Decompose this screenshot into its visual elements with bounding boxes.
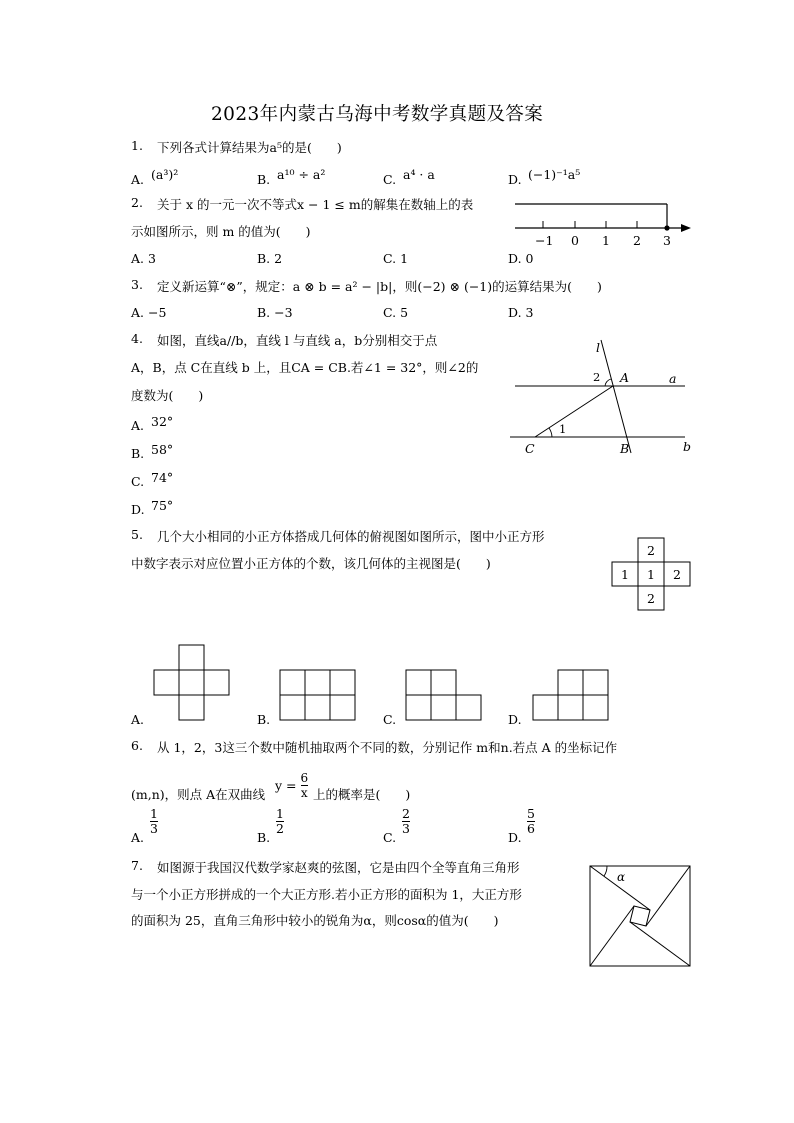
q6-option-c-frac: $\frac{2}{3}$ xyxy=(402,806,410,836)
q2-option-b: B. 2 xyxy=(257,251,283,266)
q6-option-b-frac: $\frac{1}{2}$ xyxy=(276,806,284,836)
q2-option-d: D. 0 xyxy=(508,251,534,266)
q6-line2a: (m,n)，则点 A在双曲线 xyxy=(131,787,266,802)
q3-option-a: A. −5 xyxy=(131,305,167,320)
q1-option-a: (a³)² xyxy=(151,167,179,182)
q7-number: 7. xyxy=(131,858,143,873)
q2-option-c: C. 1 xyxy=(383,251,409,266)
q2-option-a: A. 3 xyxy=(131,251,156,266)
top-view-cell-left: 1 xyxy=(621,567,629,582)
q7-line1: 如图源于我国汉代数学家赵爽的弦图，它是由四个全等直角三角形 xyxy=(157,860,520,875)
q1-option-d: (−1)⁻¹a⁵ xyxy=(528,167,581,182)
q4-option-b-label: B. xyxy=(131,446,145,461)
q6-option-a-frac: $\frac{1}{3}$ xyxy=(150,806,158,836)
q7-line2: 与一个小正方形拼成的一个大正方形.若小正方形的面积为 1，大正方形 xyxy=(131,887,522,902)
q3-option-c: C. 5 xyxy=(383,305,409,320)
q5-line2: 中数字表示对应位置小正方体的个数，该几何体的主视图是( ) xyxy=(131,556,491,571)
q1-option-b-label: B. xyxy=(257,172,271,187)
axis-label-3: 3 xyxy=(663,233,671,248)
q5-option-b-label: B. xyxy=(257,712,271,727)
q6-number: 6. xyxy=(131,738,143,753)
q5-option-a-label: A. xyxy=(131,712,145,727)
q6-option-a-label: A. xyxy=(131,830,145,845)
q6-option-b-label: B. xyxy=(257,830,271,845)
q5-option-b-figure xyxy=(279,669,359,723)
axis-label-2: 2 xyxy=(633,233,641,248)
q4-option-c: 74° xyxy=(151,470,174,485)
q4-option-b: 58° xyxy=(151,442,174,457)
q4-number: 4. xyxy=(131,331,143,346)
q1-option-c-label: C. xyxy=(383,172,397,187)
q2-line2: 示如图所示，则 m 的值为( ) xyxy=(131,224,311,239)
label-B: B xyxy=(620,441,630,456)
top-view-cell-center: 1 xyxy=(647,567,655,582)
q6-option-c-label: C. xyxy=(383,830,397,845)
page-title: 2023年内蒙古乌海中考数学真题及答案 xyxy=(211,104,544,125)
q7-line3: 的面积为 25，直角三角形中较小的锐角为α，则cosα的值为( ) xyxy=(131,913,499,928)
q6-option-d-frac: $\frac{5}{6}$ xyxy=(527,806,535,836)
q7-figure xyxy=(589,865,691,967)
q4-figure xyxy=(505,335,700,460)
q4-option-d: 75° xyxy=(151,498,174,513)
q4-option-d-label: D. xyxy=(131,502,145,517)
q3-number: 3. xyxy=(131,277,143,292)
q2-line1: 关于 x 的一元一次不等式x − 1 ≤ m的解集在数轴上的表 xyxy=(157,197,474,212)
curve-den: x xyxy=(300,786,308,800)
q6-hyperbola-equation xyxy=(275,771,308,800)
q1-option-c: a⁴ · a xyxy=(403,167,435,182)
q5-option-d-figure xyxy=(532,669,612,723)
q4-option-a: 32° xyxy=(151,414,174,429)
label-b: b xyxy=(683,439,692,454)
q4-option-c-label: C. xyxy=(131,474,145,489)
q4-option-a-label: A. xyxy=(131,418,145,433)
q2-number: 2. xyxy=(131,195,143,210)
q3-option-b: B. −3 xyxy=(257,305,293,320)
label-a: a xyxy=(669,371,677,386)
label-l: l xyxy=(596,340,600,355)
q4-line1: 如图，直线a//b，直线 l 与直线 a，b分别相交于点 xyxy=(157,333,438,348)
q1-option-a-label: A. xyxy=(131,172,145,187)
curve-num: 6 xyxy=(300,771,309,785)
q1-option-d-label: D. xyxy=(508,172,522,187)
q3-stem: 定义新运算“⊗”，规定：a ⊗ b = a² − |b|，则(−2) ⊗ (−1)的运算结果为( ) xyxy=(157,279,602,294)
q5-line1: 几个大小相同的小正方体搭成几何体的俯视图如图所示，图中小正方形 xyxy=(157,529,545,544)
q5-top-view xyxy=(611,538,693,612)
top-view-cell-top: 2 xyxy=(647,543,655,558)
label-A: A xyxy=(620,370,630,385)
curve-y: y = xyxy=(275,778,297,793)
q6-option-d-label: D. xyxy=(508,830,522,845)
q5-option-c-label: C. xyxy=(383,712,397,727)
q3-option-d: D. 3 xyxy=(508,305,534,320)
axis-label-neg1: −1 xyxy=(535,233,554,248)
top-view-cell-right: 2 xyxy=(673,567,681,582)
q1-number: 1. xyxy=(131,138,143,153)
q4-line3: 度数为( ) xyxy=(131,388,204,403)
top-view-cell-bottom: 2 xyxy=(647,591,655,606)
q5-number: 5. xyxy=(131,527,143,542)
q1-stem: 下列各式计算结果为a⁵的是( ) xyxy=(157,140,342,155)
label-angle2: 2 xyxy=(593,370,601,384)
q2-number-line xyxy=(515,200,695,250)
axis-label-0: 0 xyxy=(571,233,579,248)
q6-line2b: 上的概率是( ) xyxy=(313,787,411,802)
axis-label-1: 1 xyxy=(602,233,610,248)
label-C: C xyxy=(525,441,535,456)
label-angle1: 1 xyxy=(559,422,567,436)
q6-line1: 从 1，2，3这三个数中随机抽取两个不同的数，分别记作 m和n.若点 A 的坐标记作 xyxy=(157,740,618,755)
q1-option-b: a¹⁰ ÷ a² xyxy=(277,167,326,182)
q5-option-c-figure xyxy=(405,669,485,723)
q5-option-a-figure xyxy=(153,644,233,722)
q5-option-d-label: D. xyxy=(508,712,522,727)
q4-line2: A，B，点 C在直线 b 上，且CA = CB.若∠1 = 32°，则∠2的 xyxy=(131,360,479,375)
label-alpha: α xyxy=(617,870,626,884)
